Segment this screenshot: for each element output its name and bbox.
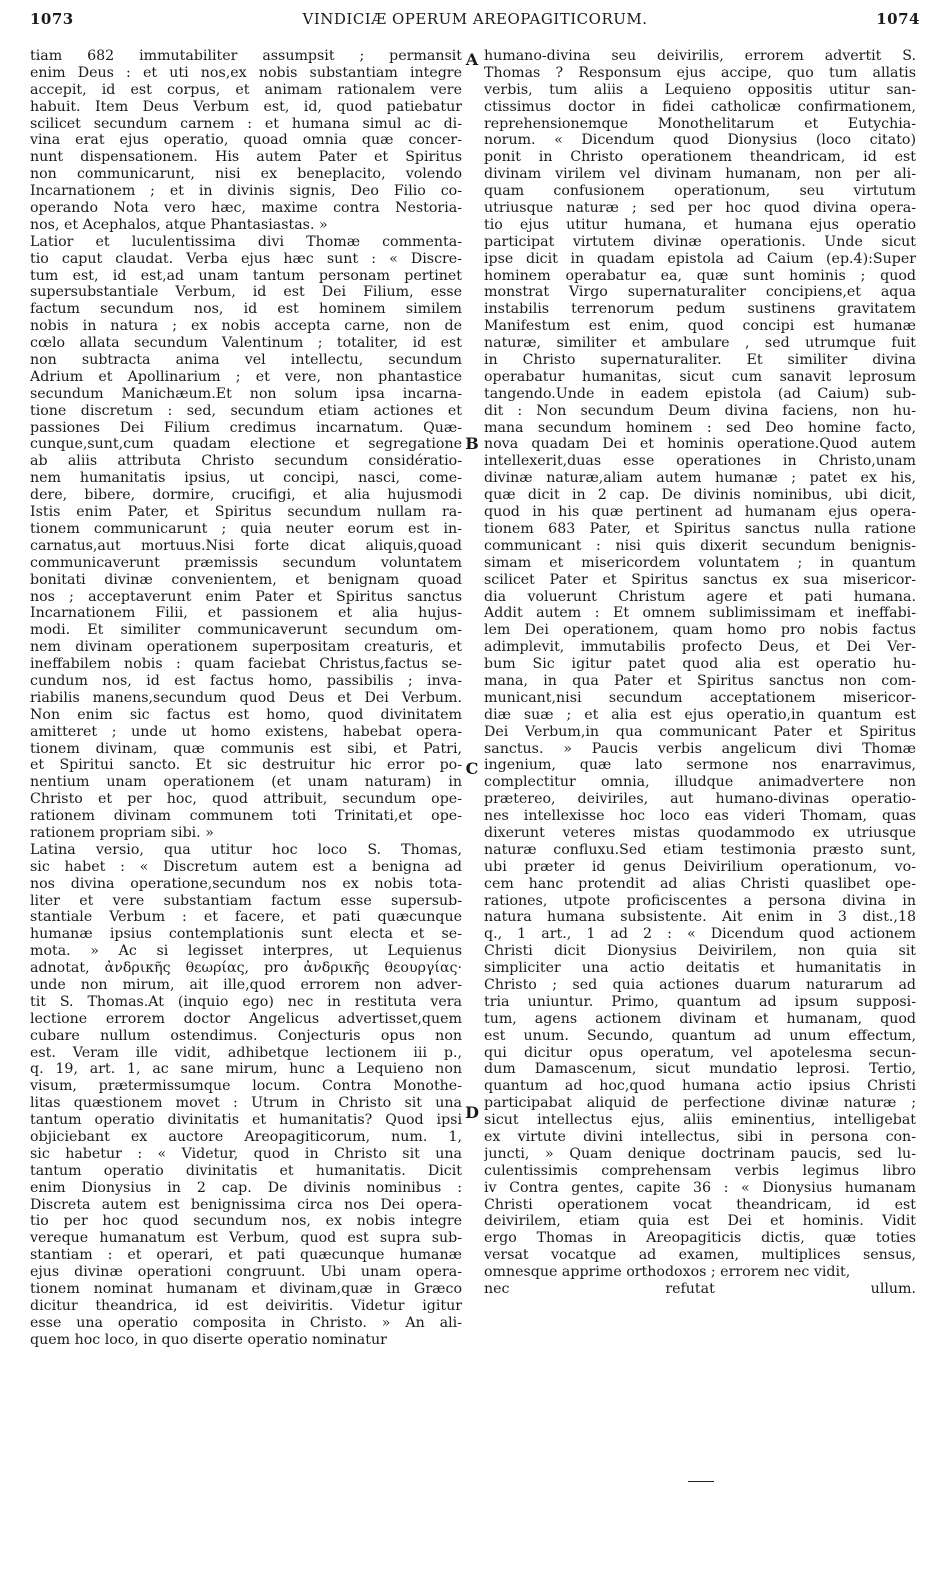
text-line: cunque,sunt,cum quadam electione et segregatione (30, 436, 462, 453)
text-line: Istis enim Pater, et Spiritus secundum nullam ra- (30, 504, 462, 521)
text-line: carnatus,aut mortuus.Nisi forte dicat aliquis,quoad (30, 537, 462, 554)
text-line: q., 1 art., 1 ad 2 : « Dicendum quod actionem (484, 926, 916, 943)
text-line: culentissimis comprehensam verbis legimus libro (484, 1162, 916, 1179)
text-line: Christi operationem vocat theandricam, id est (484, 1196, 916, 1213)
text-line: vina erat ejus operatio, quoad omnia quæ concer- (30, 132, 462, 149)
text-line: Christi dicit Dionysius Deivirilem, non quia sit (484, 943, 916, 960)
text-line: modi. Et similiter communicaverunt secundum om- (30, 622, 462, 639)
text-line: nos divina operatione,secundum nos ex nobis tota- (30, 875, 462, 892)
text-line: Addit autem : Et omnem sublimissimam et ineffabi- (484, 605, 916, 622)
text-line: bum Sic igitur patet quod alia est operatio hu- (484, 656, 916, 673)
text-line: nos, et Acephalos, atque Phantasiastas. » (30, 216, 328, 233)
text-line: Dei Verbum,in qua communicant Pater et Spiritus (484, 723, 916, 740)
text-line: omnesque apprime orthodoxos ; errorem nec vidit, (484, 1264, 851, 1281)
text-line: tangendo.Unde in eadem epistola (ad Caium) sub- (484, 385, 916, 402)
text-line: amitteret ; unde ut homo existens, habebat opera- (30, 723, 462, 740)
text-line: nunt dispensationem. His autem Pater et Spiritus (30, 149, 462, 166)
text-line: operabatur humanitas, sicut cum sanavit leprosum (484, 368, 916, 385)
text-line: complectitur omnia, illudque animadvertere non (484, 774, 916, 791)
text-line: Discreta autem est benignissima circa nos Dei opera- (30, 1196, 462, 1213)
text-line: municant,nisi secundum acceptationem misericor- (484, 689, 916, 706)
page-header (30, 10, 920, 36)
text-line: nec refutat ullum. (484, 1281, 916, 1298)
text-line: tio caput claudat. Verba ejus hæc sunt : « Discre- (30, 250, 462, 267)
text-line: Latior et luculentissima divi Thomæ commenta- (30, 233, 462, 250)
text-line: ubi præter id genus Deivirilium operationum, vo- (484, 858, 916, 875)
margin-marker-d: D (465, 1103, 479, 1122)
text-line: intellexerit,duas esse operationes in Christo,unam (484, 453, 916, 470)
text-line: adnotat, ἀνδρικῆς θεωρίας, pro ἀνδρικῆς θεουργίας· (30, 960, 462, 977)
text-line: verbis, tum aliis a Lequieno oppositis utitur san- (484, 81, 916, 98)
running-title: VINDICIÆ OPERUM AREOPAGITICORUM. (302, 10, 648, 28)
text-line: Christo et per hoc, quod attribuit, secundum ope- (30, 791, 462, 808)
text-line: dixerunt veteres mistas quodammodo ex utriusque (484, 824, 916, 841)
text-line: habuit. Item Deus Verbum est, id, quod patiebatur (30, 98, 462, 115)
text-line: tantum operatio divinitatis et humanitatis? Quod ipsi (30, 1112, 462, 1129)
text-line: sanctus. » Paucis verbis angelicum divi Thomæ (484, 740, 916, 757)
text-line: humanæ ipsius contemplationis sunt electa et se- (30, 926, 462, 943)
text-line: cubare nullum ostendimus. Conjecturis opus non (30, 1027, 462, 1044)
text-line: dia voluerunt Christum agere et pati humana. (484, 588, 916, 605)
page-number-right: 1074 (876, 10, 920, 28)
text-line: Latina versio, qua utitur hoc loco S. Thomas, (30, 841, 462, 858)
text-line: operando Nota vero hæc, maxime contra Nestoria- (30, 200, 462, 217)
text-line: Incarnationem Filii, et passionem et alia hujus- (30, 605, 462, 622)
margin-marker-b: B (465, 434, 479, 453)
text-line: ab aliis attributa Christo secundum considératio- (30, 453, 462, 470)
text-line: enim Dionysius in 2 cap. De divinis nominibus : (30, 1179, 462, 1196)
text-line: esse una operatio composita in Christo. » An ali- (30, 1314, 462, 1331)
text-line: versat vocatque ad examen, multiplices sensus, (484, 1247, 916, 1264)
text-line: monstrat Virgo supernaturaliter concipiens,et aqua (484, 284, 916, 301)
text-line: in Christo supernaturaliter. Et similiter divina (484, 352, 916, 369)
text-line: quantum ad hoc,quod humana actio ipsius Christi (484, 1078, 916, 1095)
text-line: reprehensionemque Monothelitarum et Eutychia- (484, 115, 916, 132)
text-line: Incarnationem ; et in divinis signis, Deo Filio co- (30, 183, 462, 200)
text-line: tione discretum : sed, secundum etiam actiones et (30, 402, 462, 419)
text-line: ineffabilem nobis : quam faciebat Christus,factus se- (30, 656, 462, 673)
text-line: nentium unam operationem (et unam naturam) in (30, 774, 462, 791)
text-line: stantiam : et operari, et pati quæcunque humanæ (30, 1247, 462, 1264)
text-line: instabilis terrenorum pedum sustinens gravitatem (484, 301, 916, 318)
text-line: scilicet Pater et Spiritus sanctus ex sua misericor- (484, 571, 916, 588)
text-line: stantiale Verbum : et facere, et pati quæcunque (30, 909, 462, 926)
text-line: liter et vere substantiam factum esse supersub- (30, 892, 462, 909)
text-line: qui dicitur opus operatum, vel apotelesma secun- (484, 1044, 916, 1061)
margin-marker-c: C (465, 759, 479, 778)
text-line: ejus divinæ operationi congruunt. Ubi unam opera- (30, 1264, 462, 1281)
text-line: Non enim sic factus est homo, quod divinitatem (30, 706, 462, 723)
text-line: diæ suæ ; et alia est ejus operatio,in quantum est (484, 706, 916, 723)
text-line: supersubstantiale Verbum, id est Dei Filium, esse (30, 284, 462, 301)
text-line: objiciebant ex auctore Areopagiticorum, num. 1, (30, 1129, 462, 1145)
text-line: unde non mirum, ait ille,quod errorem non adver- (30, 976, 462, 993)
text-line: cundum nos, id est factus homo, passibilis ; inva- (30, 672, 462, 689)
text-line: Manifestum est enim, quod concipi est humanæ (484, 318, 916, 335)
text-line: litas quæstionem movet : Utrum in Christo sit una (30, 1095, 462, 1112)
text-line: rationem propriam sibi. » (30, 824, 214, 841)
text-line: norum. « Dicendum quod Dionysius (loco citato) (484, 132, 916, 149)
text-line: quod in his quæ pertinent ad humanam ejus opera- (484, 504, 916, 521)
text-line: tionem communicarunt ; quia neuter eorum est in- (30, 520, 462, 537)
text-line: et Spiritui sancto. Et sic destruitur hic error po- (30, 757, 462, 774)
text-line: ergo Thomas in Areopagiticis dictis, quæ toties (484, 1230, 916, 1247)
text-line: mana, in qua Pater et Spiritus sanctus non com- (484, 672, 916, 689)
text-line: accepit, id est corpus, et animam rationalem vere (30, 81, 462, 98)
text-line: participabat aliquid de perfectione divinæ naturæ ; (484, 1095, 916, 1112)
text-line: vereque humanatum est Verbum, quod est supra sub- (30, 1230, 462, 1247)
text-line: q. 19, art. 1, ac sane mirum, hunc a Lequieno non (30, 1061, 462, 1078)
text-line: tionem nominat humanam et divinam,quæ in Græco (30, 1281, 462, 1298)
text-line: tantum operatio divinitatis et humanitatis. Dicit (30, 1162, 462, 1179)
text-line: bonitati divinæ convenientem, et benignam quoad (30, 571, 462, 588)
end-rule (688, 1481, 714, 1482)
text-line: natura humana subsistente. Ait enim in 3 dist.,18 (484, 909, 916, 926)
text-line: nem divinam operationem superpositam creaturis, et (30, 639, 462, 656)
text-line: mana secundum hominem : sed Deo homine facto, (484, 419, 916, 436)
text-line: visum, prætermissumque locum. Contra Monothe- (30, 1078, 462, 1095)
text-line: tum est, id est,ad unam tantum personam pertinet (30, 267, 462, 284)
text-line: nos ; acceptaverunt enim Pater et Spiritus sanctus (30, 588, 462, 605)
text-line: enim Deus : et uti nos,ex nobis substantiam integre (30, 64, 462, 81)
text-line: rationem divinam communem toti Trinitati,et ope- (30, 808, 462, 825)
text-line: divinæ naturæ,aliam autem humanæ ; patet ex his, (484, 470, 916, 487)
text-line: deivirilem, etiam quia est Dei et hominis. Vidit (484, 1213, 916, 1230)
text-line: dere, bibere, dormire, crucifigi, et alia hujusmodi (30, 487, 462, 504)
text-line: est. Veram ille vidit, adhibetque lectionem iii p., (30, 1044, 462, 1061)
text-line: lem Dei operationem, quam homo pro nobis factus (484, 622, 916, 639)
text-line: divinam virilem vel divinam humanam, non per ali- (484, 166, 916, 183)
text-line: riabilis manens,secundum quod Deus et Dei Verbum. (30, 689, 462, 706)
text-line: ipse dicit in quadam epistola ad Caium (ep.4):Super (484, 250, 916, 267)
text-line: ingenium, quæ lato sermone nos enarravimus, (484, 757, 916, 774)
text-line: tiam 682 immutabiliter assumpsit ; permansit (30, 48, 462, 64)
text-line: humano-divina seu deivirilis, errorem advertit S. (484, 48, 916, 64)
text-line: lectione errorem doctor Angelicus advertisset,quem (30, 1010, 462, 1027)
text-line: Thomas ? Responsum ejus accipe, quo tum allatis (484, 64, 916, 81)
text-line: iv Contra gentes, capite 36 : « Dionysius humanam (484, 1179, 916, 1196)
text-line: dum Damascenum, sicut mundatio leprosi. Tertio, (484, 1061, 916, 1078)
text-line: mota. » Ac si legisset interpres, ut Lequienus (30, 943, 462, 960)
text-line: factum secundum nos, id est hominem similem (30, 301, 462, 318)
text-line: hominem operabatur ea, quæ sunt hominis ; quod (484, 267, 916, 284)
text-line: scilicet secundum carnem : et humana simul ac di- (30, 115, 462, 132)
text-line: naturæ, similiter et ambulare , sed utrumque fuit (484, 335, 916, 352)
text-line: non communicarunt, nisi ex beneplacito, volendo (30, 166, 462, 183)
margin-marker-a: A (465, 50, 479, 69)
text-line: communicaverunt præmissis secundum voluntatem (30, 554, 462, 571)
text-line: tum, agens actionem divinam et humanam, quod (484, 1010, 916, 1027)
text-line: nobis in natura ; ex nobis accepta carne, non de (30, 318, 462, 335)
text-line: naturæ confluxu.Sed etiam testimonia præsto sunt, (484, 841, 916, 858)
text-line: Christo ; sed quia actiones duarum naturarum ad (484, 976, 916, 993)
text-line: simam et misericordem voluntatem ; in quantum (484, 554, 916, 571)
text-line: cœlo allata secundum Valentinum ; totaliter, id est (30, 335, 462, 352)
text-line: prætereo, deiviriles, aut humano-divinas operatio- (484, 791, 916, 808)
text-line: ponit in Christo operationem theandricam, id est (484, 149, 916, 166)
text-line: ex virtute divini intellectus, sibi in persona con- (484, 1129, 916, 1145)
text-line: tio per hoc quod secundum nos, ex nobis integre (30, 1213, 462, 1230)
text-line: passiones Dei Filium credimus incarnatum. Quæ- (30, 419, 462, 436)
text-line: juncti, » Quam denique doctrinam paucis, sed lu- (484, 1145, 916, 1162)
text-line: utriusque naturæ ; sed per hoc quod divina opera- (484, 200, 916, 217)
text-line: nes intellexisse hoc loco eas videri Thomam, quas (484, 808, 916, 825)
text-line: quam confusionem operationum, seu virtutum (484, 183, 916, 200)
text-line: Adrium et Apollinarium ; et vere, non phantastice (30, 368, 462, 385)
text-line: est unum. Secundo, quantum ad unum effectum, (484, 1027, 916, 1044)
text-line: tionem 683 Pater, et Spiritus sanctus nulla ratione (484, 520, 916, 537)
text-line: nem humanitatis ipsius, ut concipi, nasci, come- (30, 470, 462, 487)
text-line: rationes, utpote proficiscentes a persona divina in (484, 892, 916, 909)
text-line: non subtracta anima vel intellectu, secundum (30, 352, 462, 369)
text-line: nova quadam Dei et hominis operatione.Quod autem (484, 436, 916, 453)
text-line: dicitur theandrica, id est deiviritis. Videtur igitur (30, 1297, 462, 1314)
text-line: tria uniuntur. Primo, quantum ad ipsum supposi- (484, 993, 916, 1010)
left-column (30, 48, 462, 1349)
text-line: participat virtutem divinæ operationis. Unde sicut (484, 233, 916, 250)
text-line: sic habetur : « Videtur, quod in Christo sit una (30, 1145, 462, 1162)
page-number-left: 1073 (30, 10, 74, 28)
text-line: communicant : nisi quis dixerit secundum benignis- (484, 537, 916, 554)
text-line: tio ejus utitur humana, et humana ejus operatio (484, 216, 916, 233)
text-line: sicut intellectus ejus, aliis eminentius, intelligebat (484, 1112, 916, 1129)
text-line: quæ dicit in 2 cap. De divinis nominibus, ubi dicit, (484, 487, 916, 504)
text-line: dit : Non secundum Deum divina faciens, non hu- (484, 402, 916, 419)
text-line: secundum Manichæum.Et non solum ipsa incarna- (30, 385, 462, 402)
text-line: tit S. Thomas.At (inquio ego) nec in restituta vera (30, 993, 462, 1010)
text-line: cem hanc protendit ad alias Christi quaslibet ope- (484, 875, 916, 892)
text-line: sic habet : « Discretum autem est a benigna ad (30, 858, 462, 875)
text-line: tionem divinam, quæ communis est sibi, et Patri, (30, 740, 462, 757)
text-line: ctissimus doctor in fidei catholicæ confirmationem, (484, 98, 916, 115)
right-column (484, 48, 916, 1298)
text-line: adimplevit, immutabilis profecto Deus, et Dei Ver- (484, 639, 916, 656)
text-line: quem hoc loco, in quo diserte operatio nominatur (30, 1331, 387, 1348)
text-line: simpliciter una actio deitatis et humanitatis in (484, 960, 916, 977)
